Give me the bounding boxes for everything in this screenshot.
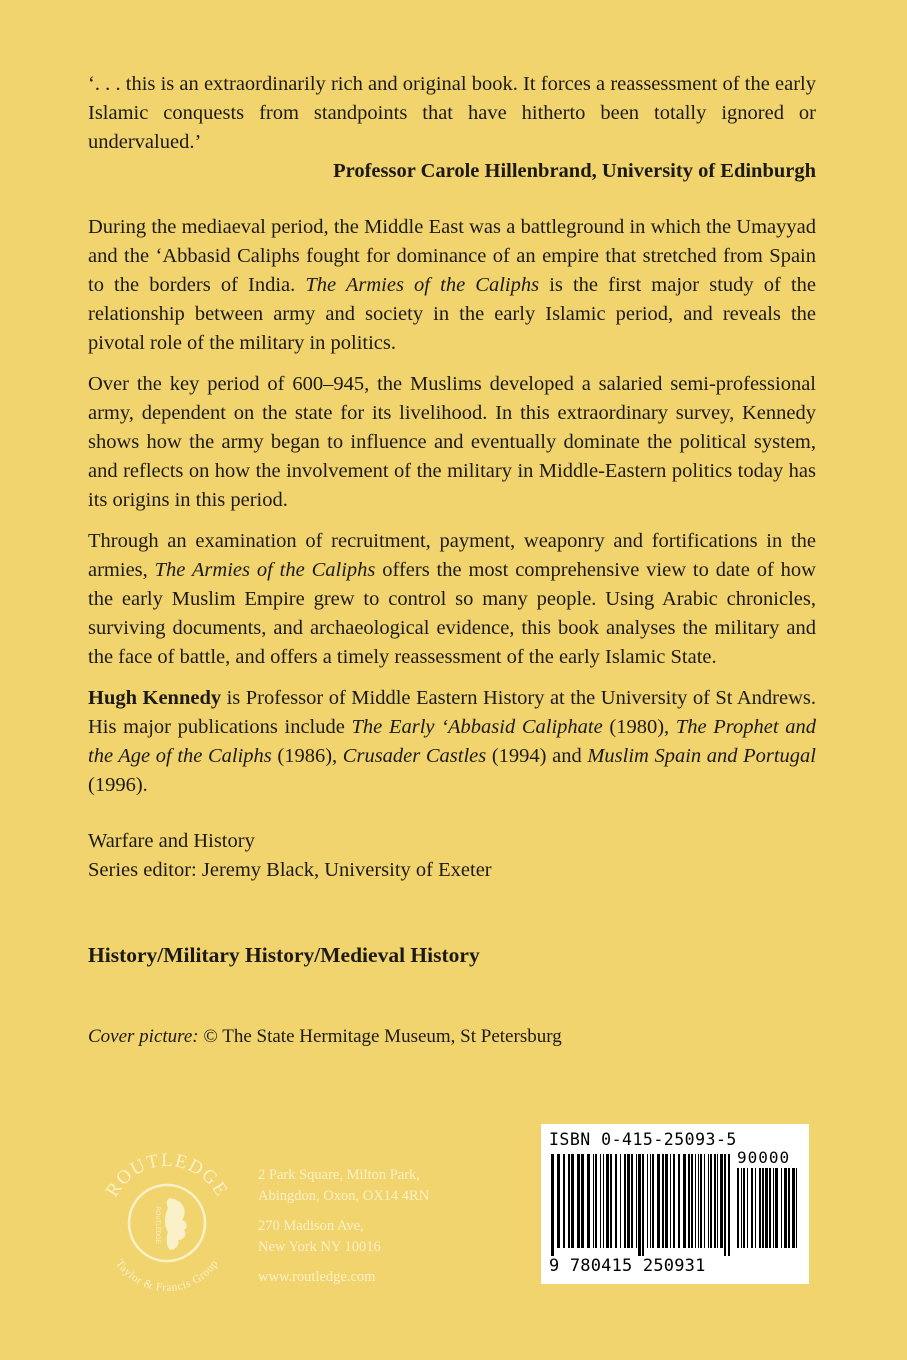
publisher-website: www.routledge.com <box>258 1269 376 1285</box>
barcode-bar <box>755 1168 756 1248</box>
barcode-bar <box>577 1154 580 1248</box>
barcode-bar <box>775 1168 778 1248</box>
barcode-bar <box>662 1154 664 1248</box>
barcode-bar <box>563 1154 565 1248</box>
address-line: 270 Madison Ave, <box>258 1218 364 1234</box>
text-run: (1994) and <box>486 745 588 767</box>
barcode-bar <box>688 1154 690 1248</box>
barcode-bar <box>796 1168 797 1248</box>
publisher-address <box>258 1165 429 1288</box>
barcode-bar <box>568 1154 570 1248</box>
barcode-bar <box>581 1154 584 1248</box>
logo-text-top: ROUTLEDGE <box>101 1149 233 1201</box>
barcode-bar <box>587 1154 590 1248</box>
cover-credit-label: Cover picture: <box>88 1026 199 1047</box>
barcode-bar <box>769 1168 771 1248</box>
barcode-bar <box>657 1154 660 1248</box>
text-run: Through an examination of recruitment, payment, weaponry and fortifications in the armies, <box>88 530 816 581</box>
series-name: Warfare and History <box>88 830 255 852</box>
series-editor: Series editor: Jeremy Black, University of Exeter <box>88 859 492 881</box>
barcode-bar <box>631 1154 633 1248</box>
logo-text-bottom: Taylor & Francis Group <box>113 1257 221 1295</box>
text-run: During the mediaeval period, the Middle East was a battleground in which the Umayyad and the ‘Abbasid Caliphs fought for dominance of an empire that stretched from Spain to the borders of India. <box>88 216 816 296</box>
barcode-bar <box>636 1154 637 1248</box>
barcode-bar <box>627 1154 630 1248</box>
back-cover-text <box>88 70 816 1051</box>
address-line: 2 Park Square, Milton Park, <box>258 1167 420 1183</box>
barcode-bar <box>743 1168 745 1248</box>
barcode-bar <box>610 1154 612 1248</box>
author-name: Hugh Kennedy <box>88 687 222 709</box>
barcode-bar <box>600 1154 601 1248</box>
routledge-logo <box>92 1148 242 1298</box>
logo-inner-text: ROUTLEDGE <box>154 1206 160 1244</box>
addon-number: 90000 <box>737 1148 791 1167</box>
addon-barcode-bars <box>735 1168 801 1256</box>
barcode-bar <box>751 1168 753 1248</box>
series-info <box>88 827 816 885</box>
cover-credit <box>88 1022 816 1051</box>
description-paragraph-1 <box>88 213 816 358</box>
barcode-bar <box>595 1154 597 1248</box>
ean-barcode-bars <box>549 1154 731 1256</box>
address-line: New York NY 10016 <box>258 1239 381 1255</box>
barcode-bar <box>792 1168 795 1248</box>
barcode-bar <box>557 1154 560 1248</box>
barcode-bar <box>728 1154 730 1256</box>
barcode-bar <box>695 1154 696 1248</box>
publication-title: Crusader Castles <box>342 745 487 767</box>
subject-category: History/Military History/Medieval History <box>88 943 480 967</box>
barcode-bar <box>698 1154 699 1248</box>
barcode-bar <box>717 1154 718 1248</box>
barcode-bar <box>781 1168 782 1248</box>
barcode-bar <box>670 1154 671 1248</box>
barcode-bar <box>720 1154 723 1248</box>
description-paragraph-2: Over the key period of 600–945, the Muslims developed a salaried semi-professional army, dependent on the state for its livelihood. In this extraordinary survey, Kennedy shows how the army began to influence and eventually dominate the political system, and reflects on how the involvement of the military in Middle-Eastern politics today has its origins in this period. <box>88 373 816 511</box>
barcode-bar <box>691 1154 693 1248</box>
barcode-bar <box>737 1168 739 1248</box>
description-paragraph-3 <box>88 527 816 672</box>
svg-text:Taylor & Francis Group <box>113 1258 221 1294</box>
text-run: is Professor of Middle Eastern History at the University of St Andrews. His major publications include <box>88 687 816 738</box>
book-title: The Armies of the Caliphs <box>305 274 540 296</box>
barcode-bar <box>620 1154 621 1248</box>
text-run: (1980), <box>602 716 676 738</box>
barcode-bar <box>724 1154 726 1256</box>
barcode-bar <box>784 1168 787 1248</box>
publication-title: The Early ‘Abbasid Caliphate <box>351 716 603 738</box>
barcode-bar <box>773 1168 774 1248</box>
svg-text:ROUTLEDGE <box>102 1150 232 1201</box>
barcode-bar <box>704 1154 705 1248</box>
isbn-barcode <box>541 1124 809 1284</box>
barcode-bar <box>593 1154 594 1248</box>
barcode-bar <box>741 1168 742 1248</box>
barcode-bar <box>638 1154 641 1256</box>
barcode-bar <box>615 1154 617 1248</box>
barcode-bar <box>647 1154 648 1248</box>
barcode-bar <box>665 1154 668 1248</box>
barcode-bar <box>571 1154 574 1248</box>
barcode-bar <box>603 1154 604 1248</box>
barcode-bar <box>551 1154 554 1256</box>
quote-attribution: Professor Carole Hillenbrand, University of Edinburgh <box>333 160 816 182</box>
text-run: (1996). <box>88 774 148 796</box>
barcode-bar <box>788 1168 790 1248</box>
text-run: (1986), <box>271 745 343 767</box>
barcode-bar <box>762 1168 764 1248</box>
barcode-bar <box>747 1168 748 1248</box>
barcode-bar <box>683 1154 686 1248</box>
barcode-bar <box>708 1154 709 1248</box>
text-run: offers the most comprehensive view to date of how the early Muslim Empire grew to control so many people. Using Arabic chronicles, surviving documents, and archaeological evidence, this book analyses the military and the face of battle, and offers a timely reassessment of the early Islamic State. <box>88 559 816 668</box>
book-title: The Armies of the Caliphs <box>154 559 376 581</box>
barcode-bar <box>642 1154 644 1256</box>
ean-number: 9 780415 250931 <box>549 1256 706 1276</box>
barcode-bar <box>710 1154 712 1248</box>
address-line: Abingdon, Oxon, OX14 4RN <box>258 1188 430 1204</box>
cover-credit-text: © The State Hermitage Museum, St Petersburg <box>198 1026 562 1047</box>
barcode-bar <box>624 1154 626 1248</box>
barcode-bar <box>759 1168 761 1248</box>
author-bio <box>88 684 816 800</box>
barcode-bar <box>652 1154 654 1248</box>
barcode-bar <box>606 1154 609 1248</box>
barcode-bar <box>765 1168 768 1248</box>
publication-title: Muslim Spain and Portugal <box>587 745 817 767</box>
barcode-bar <box>714 1154 716 1248</box>
text-run: is the first major study of the relationship between army and society in the early Islamic period, and reveals the pivotal role of the military in politics. <box>88 274 816 354</box>
barcode-bar <box>678 1154 680 1248</box>
publication-title: The Prophet and the Age of the Caliphs <box>88 716 816 767</box>
barcode-bar <box>673 1154 675 1248</box>
isbn-number: ISBN 0-415-25093-5 <box>549 1130 737 1149</box>
barcode-bar <box>700 1154 702 1248</box>
barcode-bar <box>650 1154 651 1248</box>
review-quote: ‘. . . this is an extraordinarily rich and original book. It forces a reassessment of the early Islamic conquests from standpoints that have hitherto been totally ignored or undervalued.’ <box>88 73 816 153</box>
